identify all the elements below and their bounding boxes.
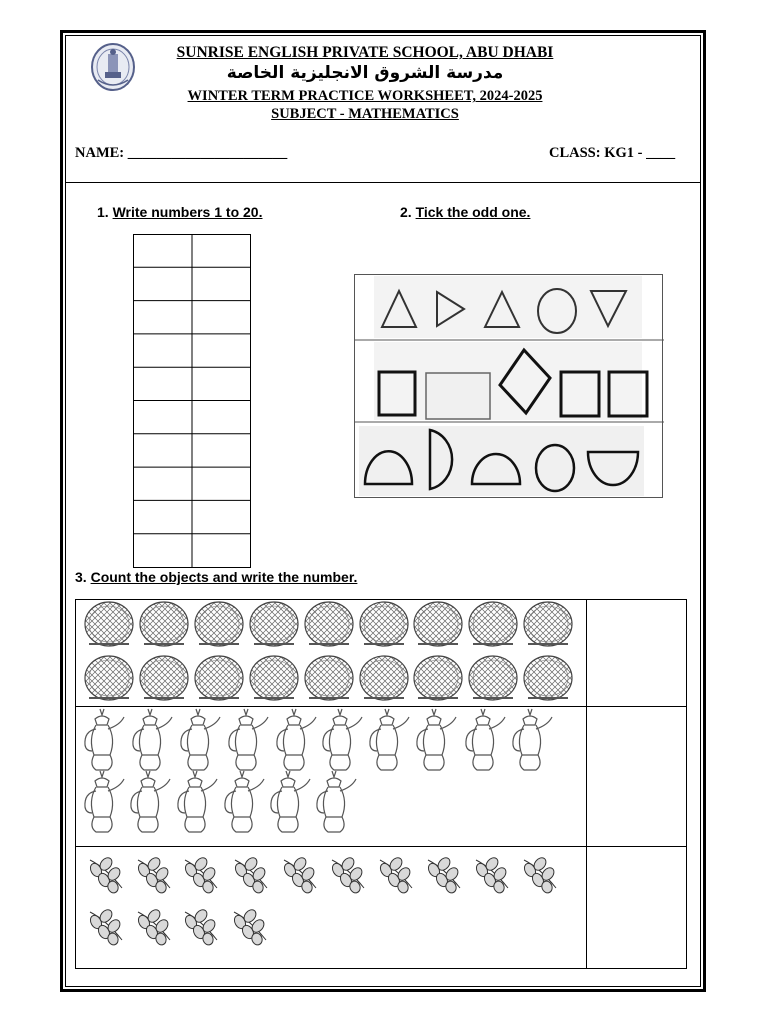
odd-one-row-3[interactable] (359, 426, 644, 496)
dates-cluster-icon (136, 907, 170, 946)
question-2-heading (400, 204, 530, 220)
dome-cover-icon (414, 602, 462, 646)
dates-cluster-icon (88, 855, 122, 894)
odd-one-row-2[interactable] (374, 342, 647, 420)
school-logo-icon (90, 42, 136, 92)
dates-cluster-icon (330, 855, 364, 894)
header-divider (66, 182, 700, 183)
dates-cluster-icon (282, 855, 316, 894)
dates-cluster-group (78, 848, 578, 963)
dallah-coffee-pot-icon (417, 709, 456, 770)
dates-cluster-icon (426, 855, 460, 894)
dates-cluster-icon (232, 907, 266, 946)
question-1-number: 1. (97, 204, 109, 220)
dome-cover-icon (360, 656, 408, 700)
dome-cover-icon (250, 602, 298, 646)
dome-cover-icon (524, 602, 572, 646)
answer-box-dallahs[interactable] (587, 707, 686, 845)
dome-cover-icon (140, 656, 188, 700)
dates-cluster-icon (474, 855, 508, 894)
question-3-text: Count the objects and write the number. (90, 569, 358, 585)
worksheet-title: WINTER TERM PRACTICE WORKSHEET, 2024-2025 (187, 88, 543, 104)
question-2-number: 2. (400, 204, 412, 220)
question-1-heading (97, 204, 262, 220)
dallah-coffee-pot-icon (178, 771, 217, 832)
question-3-number: 3. (75, 569, 87, 585)
dallah-coffee-pot-icon (317, 771, 356, 832)
dallah-coffee-pot-icon (370, 709, 409, 770)
odd-one-row-1[interactable] (374, 276, 642, 338)
dates-cluster-icon (233, 855, 267, 894)
dates-cluster-icon (183, 907, 217, 946)
dallah-coffee-pot-icon (85, 771, 124, 832)
dates-cluster-icon (522, 855, 556, 894)
dates-cluster-icon (136, 855, 170, 894)
answer-box-dates[interactable] (587, 847, 686, 968)
dome-cover-icon (140, 602, 188, 646)
question-2-text: Tick the odd one. (415, 204, 531, 220)
dallah-coffee-pot-icon (225, 771, 264, 832)
class-field-label: CLASS: KG1 - ____ (549, 145, 676, 161)
dome-cover-icon (414, 656, 462, 700)
dates-cluster-icon (183, 855, 217, 894)
school-name-arabic: مدرسة الشروق الانجليزية الخاصة (226, 63, 504, 83)
dallah-coffee-pot-icon (271, 771, 310, 832)
subject-title: SUBJECT - MATHEMATICS (271, 106, 459, 122)
dates-cluster-icon (378, 855, 412, 894)
dome-cover-icon (305, 656, 353, 700)
dome-cover-icon (85, 602, 133, 646)
dallah-coffee-pot-icon (229, 709, 268, 770)
dome-cover-icon (524, 656, 572, 700)
dome-cover-icon (195, 656, 243, 700)
question-3-heading (75, 569, 357, 585)
question-1-text: Write numbers 1 to 20. (112, 204, 263, 220)
odd-one-out-table (354, 274, 664, 499)
dome-cover-icon (360, 602, 408, 646)
dallah-coffee-pot-icon (466, 709, 505, 770)
answer-box-domes[interactable] (587, 600, 686, 705)
dome-cover-icon (195, 602, 243, 646)
dallah-coffee-pot-icon (85, 709, 124, 770)
dallah-coffee-pot-group (78, 707, 578, 845)
dallah-coffee-pot-icon (277, 709, 316, 770)
dates-cluster-icon (88, 907, 122, 946)
dallah-coffee-pot-icon (513, 709, 552, 770)
dome-cover-icon (469, 602, 517, 646)
dallah-coffee-pot-icon (181, 709, 220, 770)
dome-cover-icon (469, 656, 517, 700)
school-name: SUNRISE ENGLISH PRIVATE SCHOOL, ABU DHABI (176, 44, 554, 61)
number-writing-grid[interactable] (133, 234, 251, 568)
dallah-coffee-pot-icon (133, 709, 172, 770)
dome-cover-icon (250, 656, 298, 700)
dallah-coffee-pot-icon (323, 709, 362, 770)
name-field-label: NAME: ______________________ (75, 145, 288, 161)
rectangle-icon (426, 373, 490, 419)
dome-cover-icon (305, 602, 353, 646)
dome-cover-group (78, 600, 583, 705)
dallah-coffee-pot-icon (131, 771, 170, 832)
dome-cover-icon (85, 656, 133, 700)
